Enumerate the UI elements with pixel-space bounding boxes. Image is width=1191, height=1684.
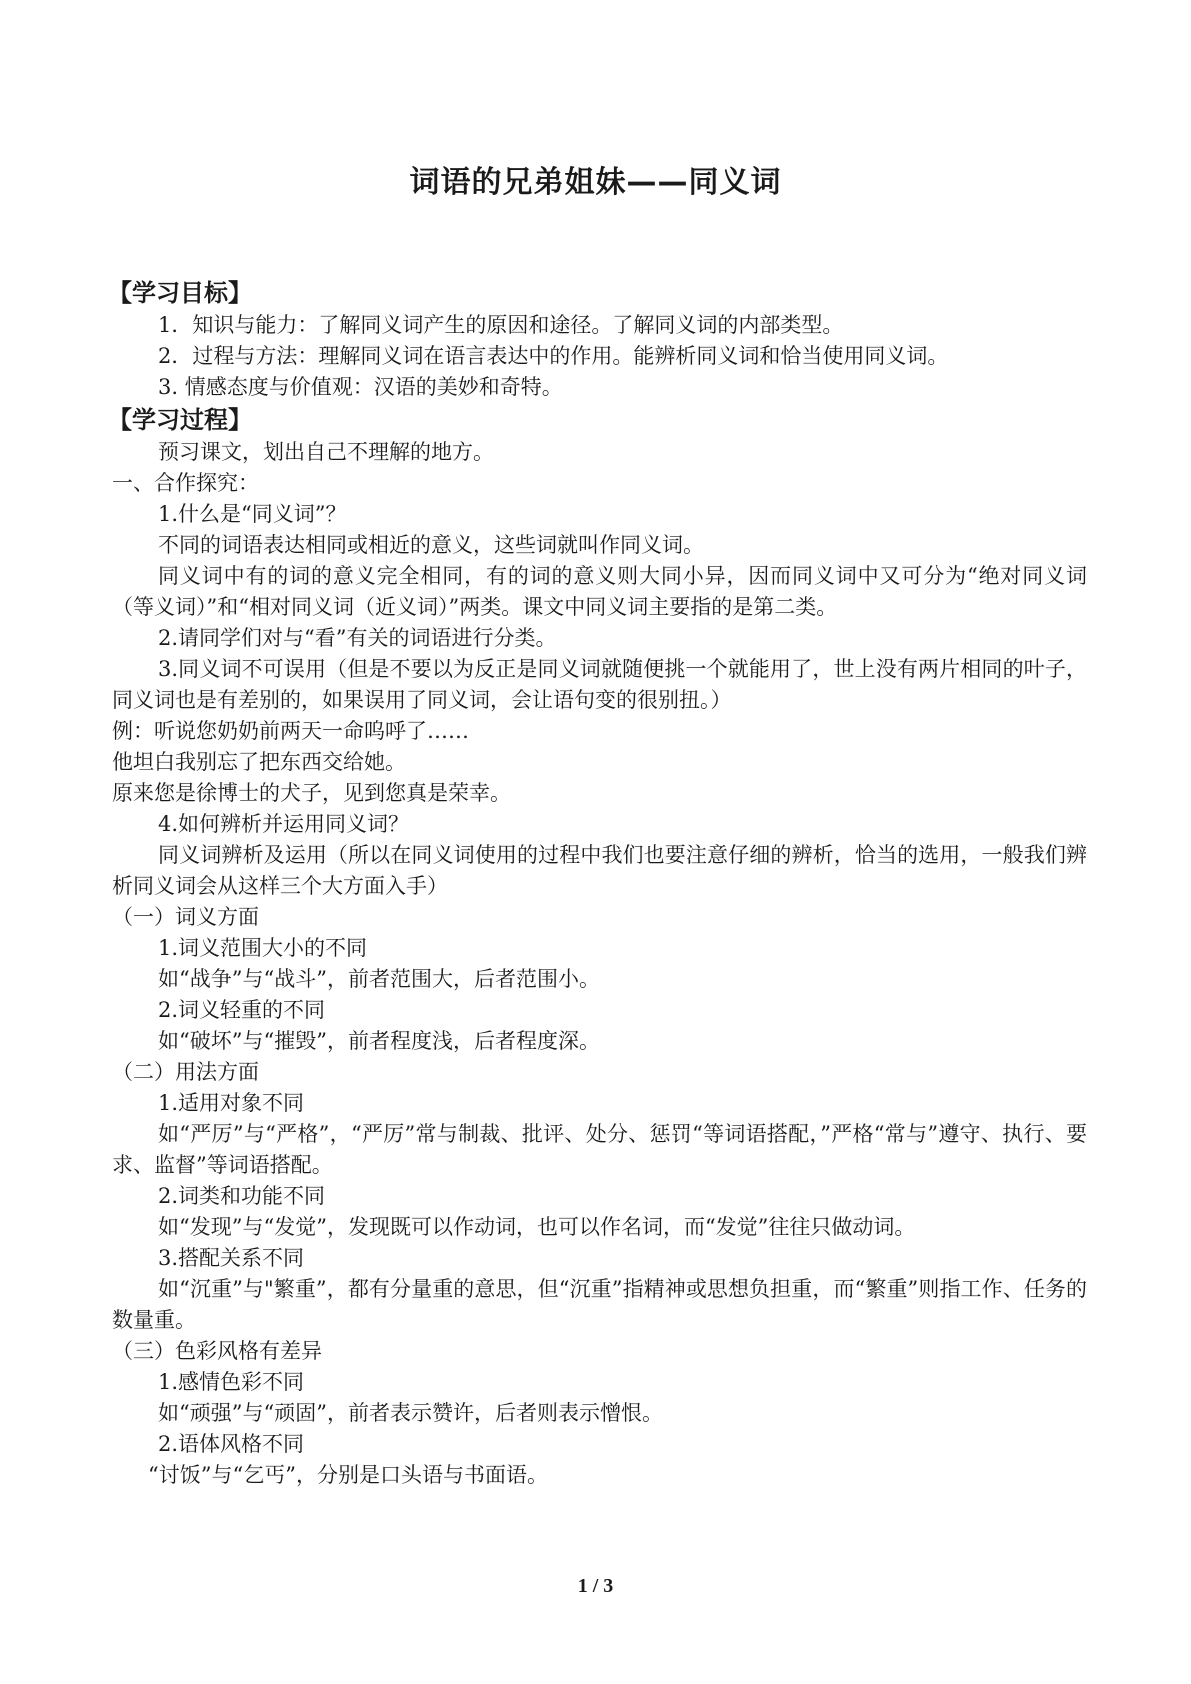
page-number: 1 / 3 [577,1575,614,1597]
question: 4.如何辨析并运用同义词？ [158,812,410,836]
example-line: 如“沉重”与"繁重”，都有分量重的意思，但“沉重”指精神或思想负担重，而“繁重”则指工作、任务的数量重。 [112,1277,1087,1332]
subsection-heading: （三）色彩风格有差异 [112,1339,322,1363]
section-heading-goals: 【学习目标】 [108,279,252,307]
example-line: 如“顽强”与“顽固”，前者表示赞许，后者则表示憎恨。 [158,1401,663,1425]
goal-item: 3. 情感态度与价值观：汉语的美妙和奇特。 [158,375,563,399]
list-item: 1.感情色彩不同 [158,1370,305,1394]
paragraph: 不同的词语表达相同或相近的意义，这些词就叫作同义词。 [158,533,704,557]
example-line: 如“严厉”与“严格”，“严厉”常与制裁、批评、处分、惩罚“等词语搭配，”严格“常与”遵守、执行、要求、监督”等词语搭配。 [112,1122,1087,1177]
question: 2.请同学们对与“看”有关的词语进行分类。 [158,626,557,650]
list-item: 2.词义轻重的不同 [158,998,326,1022]
example-line: 如“破坏”与“摧毁”，前者程度浅，后者程度深。 [158,1029,600,1053]
example-line: 例：听说您奶奶前两天一命呜呼了…… [112,719,469,743]
paragraph: 同义词中有的词的意义完全相同，有的词的意义则大同小异，因而同义词中又可分为“绝对同义词（等义词）”和“相对同义词（近义词）”两类。课文中同义词主要指的是第二类。 [112,564,1087,619]
example-line: “讨饭”与“乞丐”，分别是口头语与书面语。 [148,1463,548,1487]
paragraph: 预习课文，划出自己不理解的地方。 [158,440,494,464]
goal-item: 1．知识与能力：了解同义词产生的原因和途径。了解同义词的内部类型。 [158,313,844,337]
part-heading: 一、合作探究： [112,471,259,495]
example-line: 如“发现”与“发觉”，发现既可以作动词，也可以作名词，而“发觉”往往只做动词。 [158,1215,916,1239]
document-body [108,276,1087,1491]
question: 1.什么是“同义词”？ [158,502,347,526]
paragraph: 同义词辨析及运用（所以在同义词使用的过程中我们也要注意仔细的辨析，恰当的选用，一般我们辨析同义词会从这样三个大方面入手） [112,843,1087,898]
list-item: 2.词类和功能不同 [158,1184,326,1208]
question: 3.同义词不可误用（但是不要以为反正是同义词就随便挑一个就能用了，世上没有两片相同的叶子，同义词也是有差别的，如果误用了同义词，会让语句变的很别扭。） [112,657,1087,712]
subsection-heading: （二）用法方面 [112,1060,259,1084]
section-heading-process: 【学习过程】 [108,406,252,434]
document-title: 词语的兄弟姐妹——同义词 [409,165,782,200]
list-item: 1.词义范围大小的不同 [158,936,368,960]
subsection-heading: （一）词义方面 [112,905,259,929]
list-item: 3.搭配关系不同 [158,1246,305,1270]
example-line: 如“战争”与“战斗”，前者范围大，后者范围小。 [158,967,600,991]
list-item: 2.语体风格不同 [158,1432,305,1456]
list-item: 1.适用对象不同 [158,1091,305,1115]
example-line: 原来您是徐博士的犬子，见到您真是荣幸。 [112,781,511,805]
example-line: 他坦白我别忘了把东西交给她。 [112,750,406,774]
goal-item: 2．过程与方法：理解同义词在语言表达中的作用。能辨析同义词和恰当使用同义词。 [158,344,949,368]
